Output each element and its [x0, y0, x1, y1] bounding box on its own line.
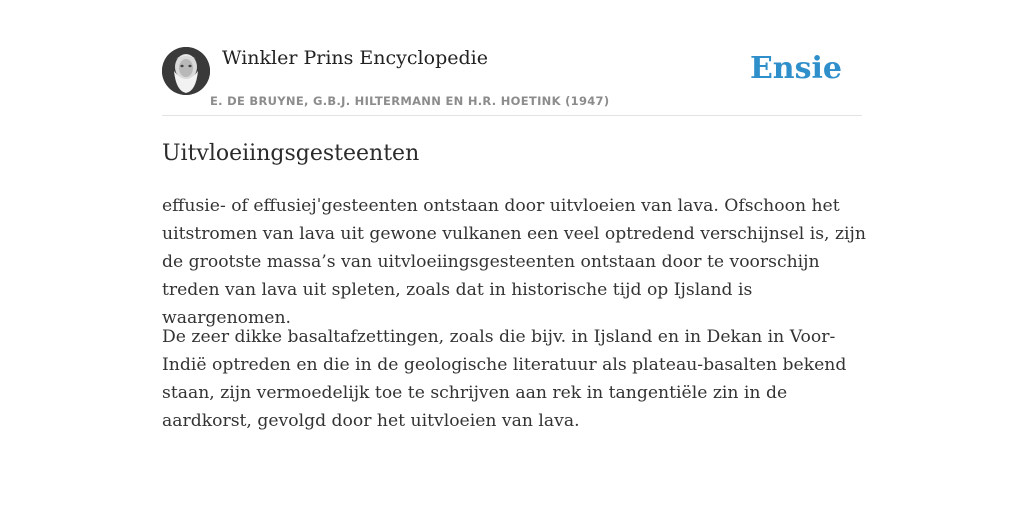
article-paragraph: De zeer dikke basaltafzettingen, zoals die bijv. in Ijsland en in Dekan in Voor-Indië optreden en die in de geologische literatuur als plateau-basalten bekend staan, zijn vermoedelijk toe te schrijven aan rek in tangentiële zin in de aardkorst, gevolgd door het uitvloeien van lava. — [162, 327, 847, 431]
article-card — [162, 0, 866, 512]
source-authors: E. DE BRUYNE, G.B.J. HILTERMANN EN H.R. HOETINK (1947) — [210, 94, 610, 108]
source-title[interactable]: Winkler Prins Encyclopedie — [222, 47, 488, 69]
ensie-logo[interactable]: Ensie — [749, 51, 842, 86]
source-header — [162, 0, 862, 116]
article-paragraph: effusie- of effusiejˈgesteenten ontstaan door uitvloeien van lava. Ofschoon het uitstromen van lava uit gewone vulkanen een veel optredend verschijnsel is, zijn de grootste massa’s van uitvloeiingsgesteenten ontstaan door te voorschijn treden van lava uit spleten, zoals dat in historische tijd op Ijsland is waargenomen. — [162, 196, 866, 328]
author-avatar[interactable] — [162, 47, 210, 95]
bearded-man-portrait-icon — [162, 47, 210, 95]
page-title: Uitvloeiingsgesteenten — [162, 141, 420, 166]
